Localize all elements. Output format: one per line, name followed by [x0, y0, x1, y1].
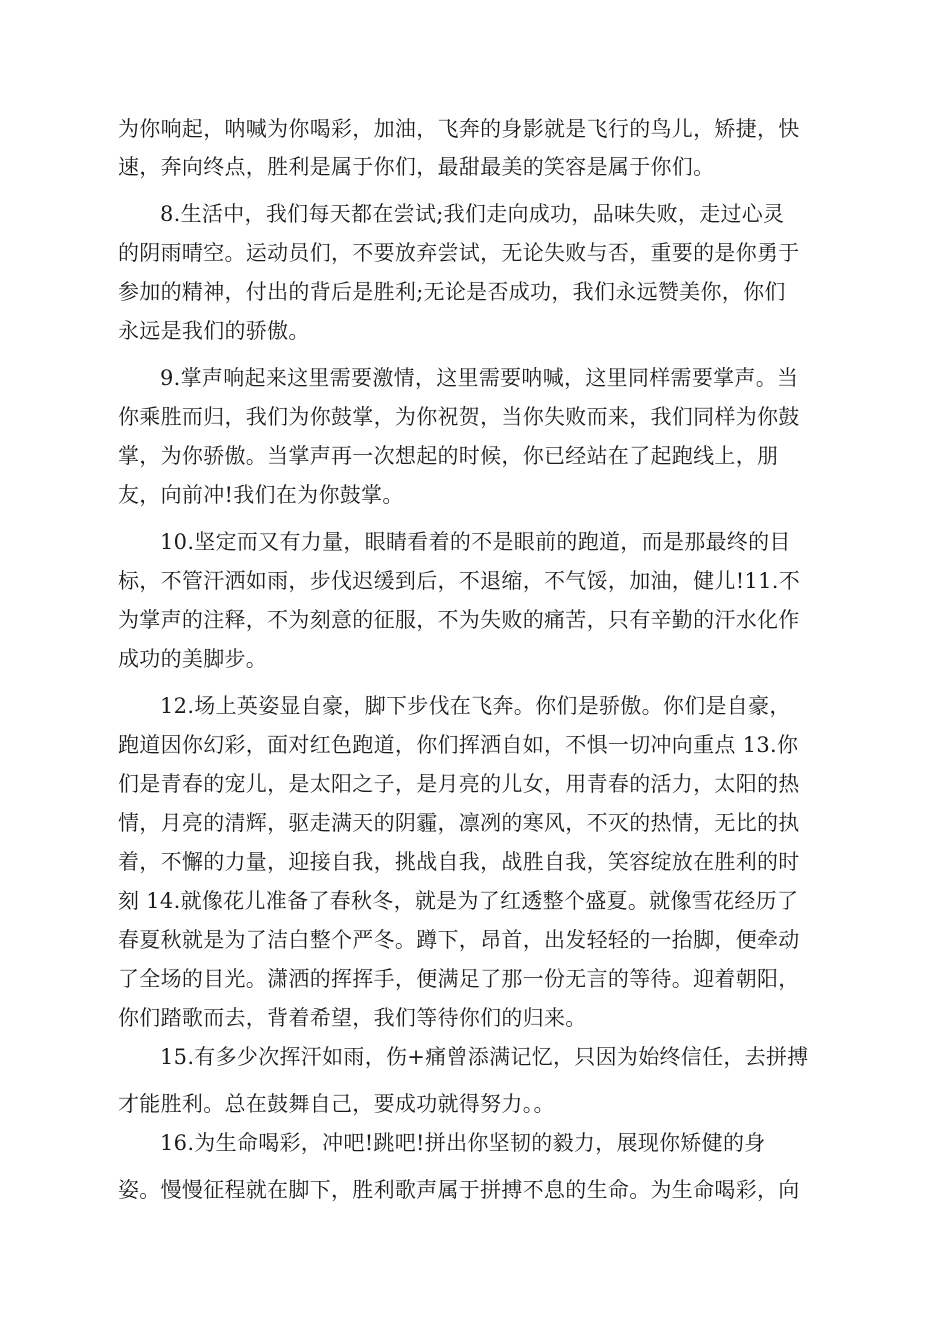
text-line: 才能胜利。总在鼓舞自己，要成功就得努力。。: [118, 1092, 555, 1116]
text-line: 了全场的目光。潇洒的挥挥手，便满足了那一份无言的等待。迎着朝阳，: [118, 967, 800, 991]
text-line: 友，向前冲!我们在为你鼓掌。: [118, 483, 404, 507]
text-line: 春夏秋就是为了洁白整个严冬。蹲下，昂首，出发轻轻的一抬脚，便牵动: [118, 928, 800, 952]
text-line: 永远是我们的骄傲。: [118, 319, 310, 343]
text-line: 你们踏歌而去，背着希望，我们等待你们的归来。: [118, 1006, 587, 1030]
text-line: 参加的精神，付出的背后是胜利;无论是否成功，我们永远赞美你，你们: [118, 280, 786, 304]
text-line: 掌，为你骄傲。当掌声再一次想起的时候，你已经站在了起跑线上，朋: [118, 444, 779, 468]
text-line: 为掌声的注释，不为刻意的征服，不为失败的痛苦，只有辛勤的汗水化作: [118, 608, 800, 632]
text-line: 9.掌声响起来这里需要激情，这里需要呐喊，这里同样需要掌声。当: [160, 366, 799, 390]
text-line: 刻 14.就像花儿准备了春秋冬，就是为了红透整个盛夏。就像雪花经历了: [118, 889, 799, 913]
text-line: 成功的美脚步。: [118, 647, 268, 671]
text-line: 跑道因你幻彩，面对红色跑道，你们挥洒自如，不惧一切冲向重点 13.你: [118, 733, 799, 757]
text-line: 姿。慢慢征程就在脚下，胜利歌声属于拼搏不息的生命。为生命喝彩，向: [118, 1178, 800, 1202]
text-line: 情，月亮的清辉，驱走满天的阴霾，凛冽的寒风，不灭的热情，无比的执: [118, 811, 800, 835]
text-line: 的阴雨晴空。运动员们，不要放弃尝试，无论失败与否，重要的是你勇于: [118, 241, 800, 265]
text-line: 15.有多少次挥汗如雨，伤+痛曾添满记忆，只因为始终信任，去拼搏: [160, 1045, 809, 1069]
text-line: 10.坚定而又有力量，眼睛看着的不是眼前的跑道，而是那最终的目: [160, 530, 791, 554]
text-line: 你乘胜而归，我们为你鼓掌，为你祝贺，当你失败而来，我们同样为你鼓: [118, 405, 800, 429]
text-line: 速，奔向终点，胜利是属于你们，最甜最美的笑容是属于你们。: [118, 155, 715, 179]
text-line: 12.场上英姿显自豪，脚下步伐在飞奔。你们是骄傲。你们是自豪，: [160, 694, 791, 718]
text-line: 们是青春的宠儿，是太阳之子，是月亮的儿女，用青春的活力，太阳的热: [118, 772, 800, 796]
text-line: 标，不管汗洒如雨，步伐迟缓到后，不退缩，不气馁，加油，健儿!11.不: [118, 569, 801, 593]
text-line: 16.为生命喝彩，冲吧!跳吧!拼出你坚韧的毅力，展现你矫健的身: [160, 1131, 766, 1155]
text-line: 8.生活中，我们每天都在尝试;我们走向成功，品味失败，走过心灵: [160, 202, 785, 226]
text-line: 为你响起，呐喊为你喝彩，加油，飞奔的身影就是飞行的鸟儿，矫捷，快: [118, 117, 800, 141]
text-line: 着，不懈的力量，迎接自我，挑战自我，战胜自我，笑容绽放在胜利的时: [118, 850, 800, 874]
